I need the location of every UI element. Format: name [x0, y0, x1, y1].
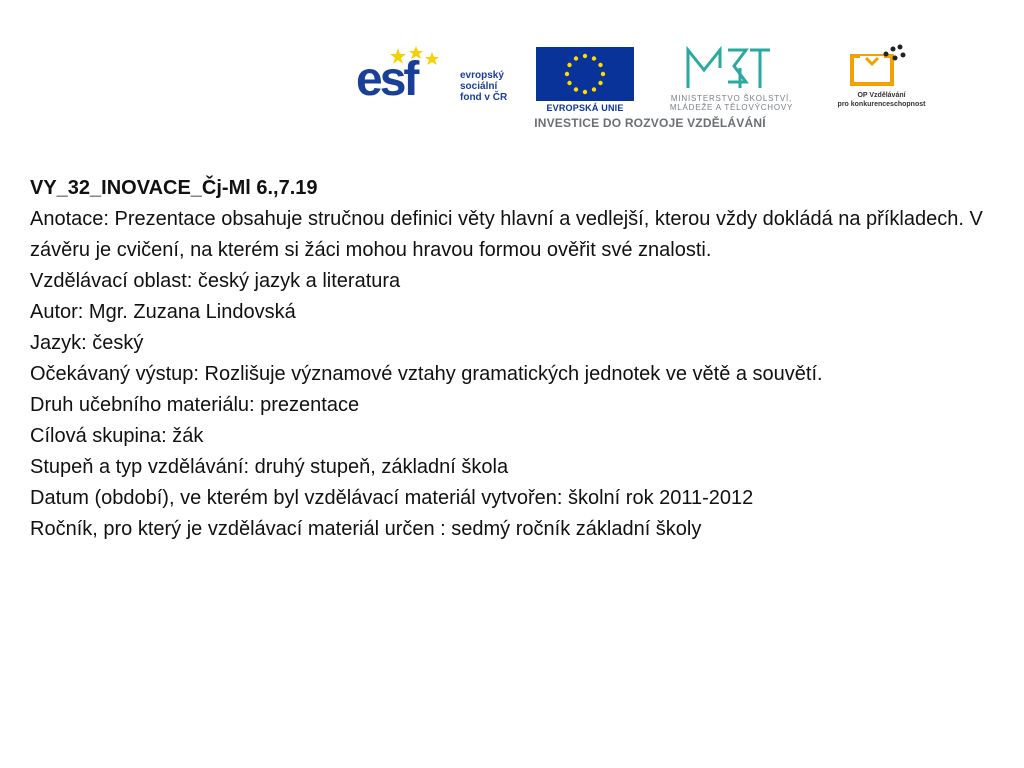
document-metadata	[30, 173, 990, 545]
op-line-1: OP Vzdělávání	[857, 92, 906, 99]
eu-stars-icon	[536, 47, 634, 101]
op-logo	[824, 44, 939, 114]
eu-logo	[536, 47, 634, 115]
grade: Ročník, pro který je vzdělávací materiál určen : sedmý ročník základní školy	[30, 518, 702, 540]
annotation-text: Anotace: Prezentace obsahuje stručnou definici věty hlavní a vedlejší, kterou vždy dokládá na příkladech. V závěru je cvičení, na kterém si žáci mohou hravou formou ověřit své znalosti.	[30, 208, 983, 261]
esf-line-2: sociální	[460, 81, 498, 92]
subject-area: Vzdělávací oblast: český jazyk a literatura	[30, 270, 401, 292]
author: Autor: Mgr. Zuzana Lindovská	[30, 301, 296, 323]
esf-mark: esf	[356, 53, 417, 106]
logo-band	[350, 40, 950, 140]
esf-logo	[356, 46, 526, 108]
invest-tagline: INVESTICE DO ROZVOJE VZDĚLÁVÁNÍ	[534, 116, 766, 130]
esf-line-3: fond v ČR	[460, 92, 508, 103]
language: Jazyk: český	[30, 332, 144, 354]
eu-flag-icon	[536, 47, 634, 101]
esf-text	[460, 70, 530, 103]
op-line-2: pro konkurenceschopnost	[837, 101, 926, 108]
msmt-line-2: MLÁDEŽE A TĚLOVÝCHOVY	[669, 103, 794, 112]
education-level: Stupeň a typ vzdělávání: druhý stupeň, základní škola	[30, 456, 509, 478]
msmt-mark-icon	[684, 44, 774, 90]
eu-label: EVROPSKÁ UNIE	[546, 103, 624, 113]
esf-line-1: evropský	[460, 70, 504, 81]
expected-outcome: Očekávaný výstup: Rozlišuje významové vztahy gramatických jednotek ve větě a souvětí.	[30, 363, 823, 385]
material-type: Druh učebního materiálu: prezentace	[30, 394, 360, 416]
op-mark-icon	[848, 44, 908, 88]
creation-date: Datum (období), ve kterém byl vzdělávací materiál vytvořen: školní rok 2011-2012	[30, 487, 754, 509]
msmt-line-1: MINISTERSTVO ŠKOLSTVÍ,	[670, 94, 793, 103]
document-code: VY_32_INOVACE_Čj-Ml 6.,7.19	[30, 177, 318, 199]
target-group: Cílová skupina: žák	[30, 425, 204, 447]
msmt-logo	[644, 44, 819, 114]
